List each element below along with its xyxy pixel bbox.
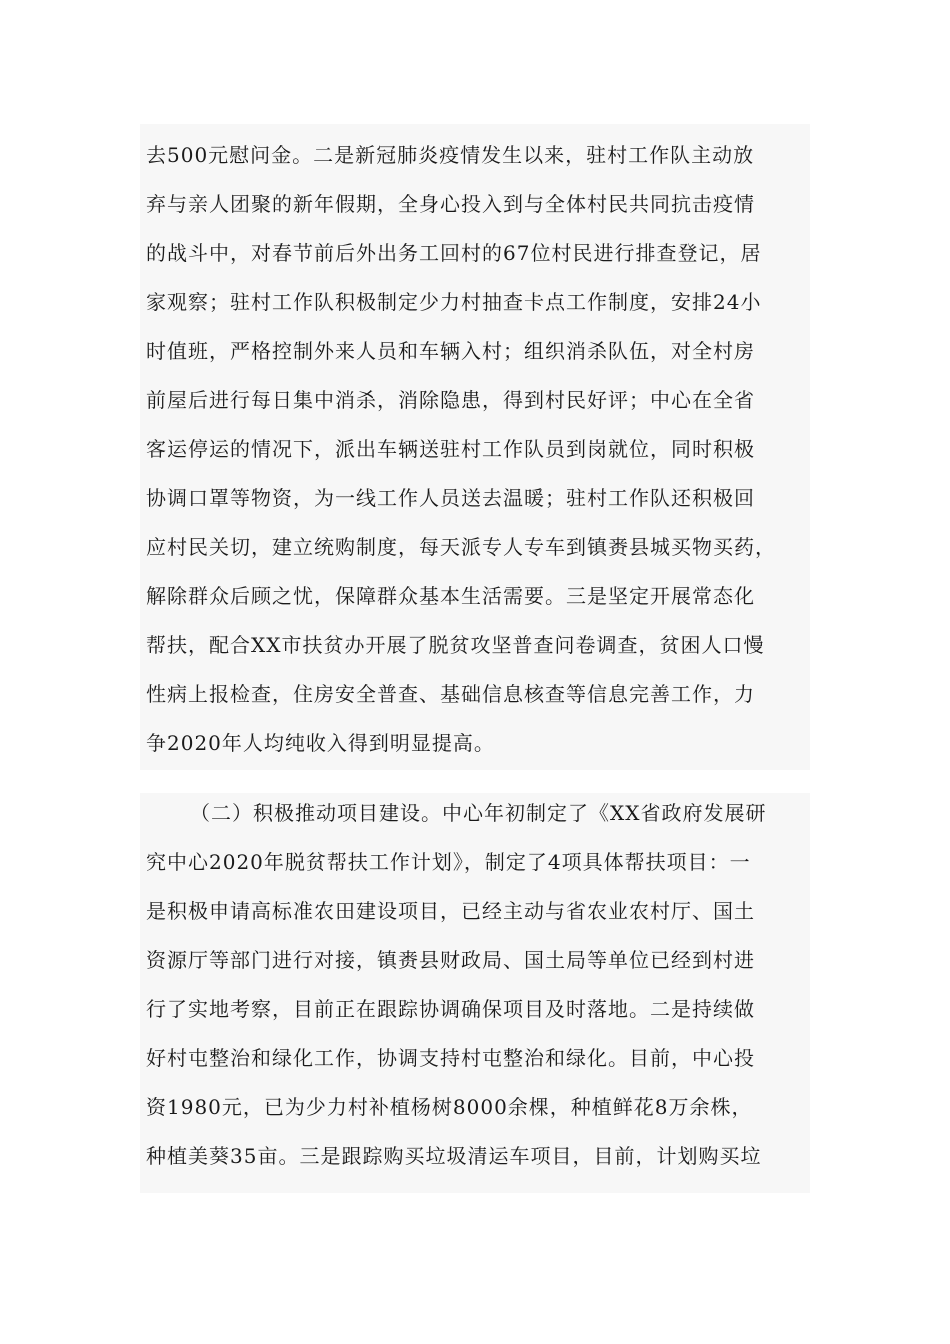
- paragraph-line: 好村屯整治和绿化工作，协调支持村屯整治和绿化。目前，中心投: [146, 1046, 755, 1070]
- paragraph-line: 性病上报检查，住房安全普查、基础信息核查等信息完善工作，力: [146, 682, 755, 706]
- paragraph-line: 是积极申请高标准农田建设项目，已经主动与省农业农村厅、国土: [146, 899, 755, 923]
- paragraph-line: 客运停运的情况下，派出车辆送驻村工作队员到岗就位，同时积极: [146, 437, 755, 461]
- paragraph-line: 家观察；驻村工作队积极制定少力村抽查卡点工作制度，安排24小: [146, 290, 762, 314]
- paragraph-line: 前屋后进行每日集中消杀，消除隐患，得到村民好评；中心在全省: [146, 388, 755, 412]
- paragraph-line: 应村民关切，建立统购制度，每天派专人专车到镇赉县城买物买药，: [146, 535, 776, 559]
- paragraph-line: 去500元慰问金。二是新冠肺炎疫情发生以来，驻村工作队主动放: [146, 143, 755, 167]
- paragraph-line: 究中心2020年脱贫帮扶工作计划》，制定了4项具体帮扶项目：一: [146, 850, 751, 874]
- paragraph-line: 行了实地考察，目前正在跟踪协调确保项目及时落地。二是持续做: [146, 997, 755, 1021]
- paragraph-2: [140, 793, 810, 1193]
- paragraph-line: （二）积极推动项目建设。中心年初制定了《XX省政府发展研: [190, 801, 767, 825]
- paragraph-line: 弃与亲人团聚的新年假期，全身心投入到与全体村民共同抗击疫情: [146, 192, 755, 216]
- paragraph-line: 协调口罩等物资，为一线工作人员送去温暖；驻村工作队还积极回: [146, 486, 755, 510]
- paragraph-line: 争2020年人均纯收入得到明显提高。: [146, 731, 495, 755]
- paragraph-line: 的战斗中，对春节前后外出务工回村的67位村民进行排查登记，居: [146, 241, 762, 265]
- paragraph-1: [140, 124, 810, 770]
- paragraph-line: 帮扶，配合XX市扶贫办开展了脱贫攻坚普查问卷调查，贫困人口慢: [146, 633, 765, 657]
- paragraph-line: 资源厅等部门进行对接，镇赉县财政局、国土局等单位已经到村进: [146, 948, 755, 972]
- paragraph-line: 解除群众后顾之忧，保障群众基本生活需要。三是坚定开展常态化: [146, 584, 755, 608]
- paragraph-line: 种植美葵35亩。三是跟踪购买垃圾清运车项目，目前，计划购买垃: [146, 1144, 762, 1168]
- paragraph-line: 时值班，严格控制外来人员和车辆入村；组织消杀队伍，对全村房: [146, 339, 755, 363]
- paragraph-line: 资1980元，已为少力村补植杨树8000余棵，种植鲜花8万余株，: [146, 1095, 753, 1119]
